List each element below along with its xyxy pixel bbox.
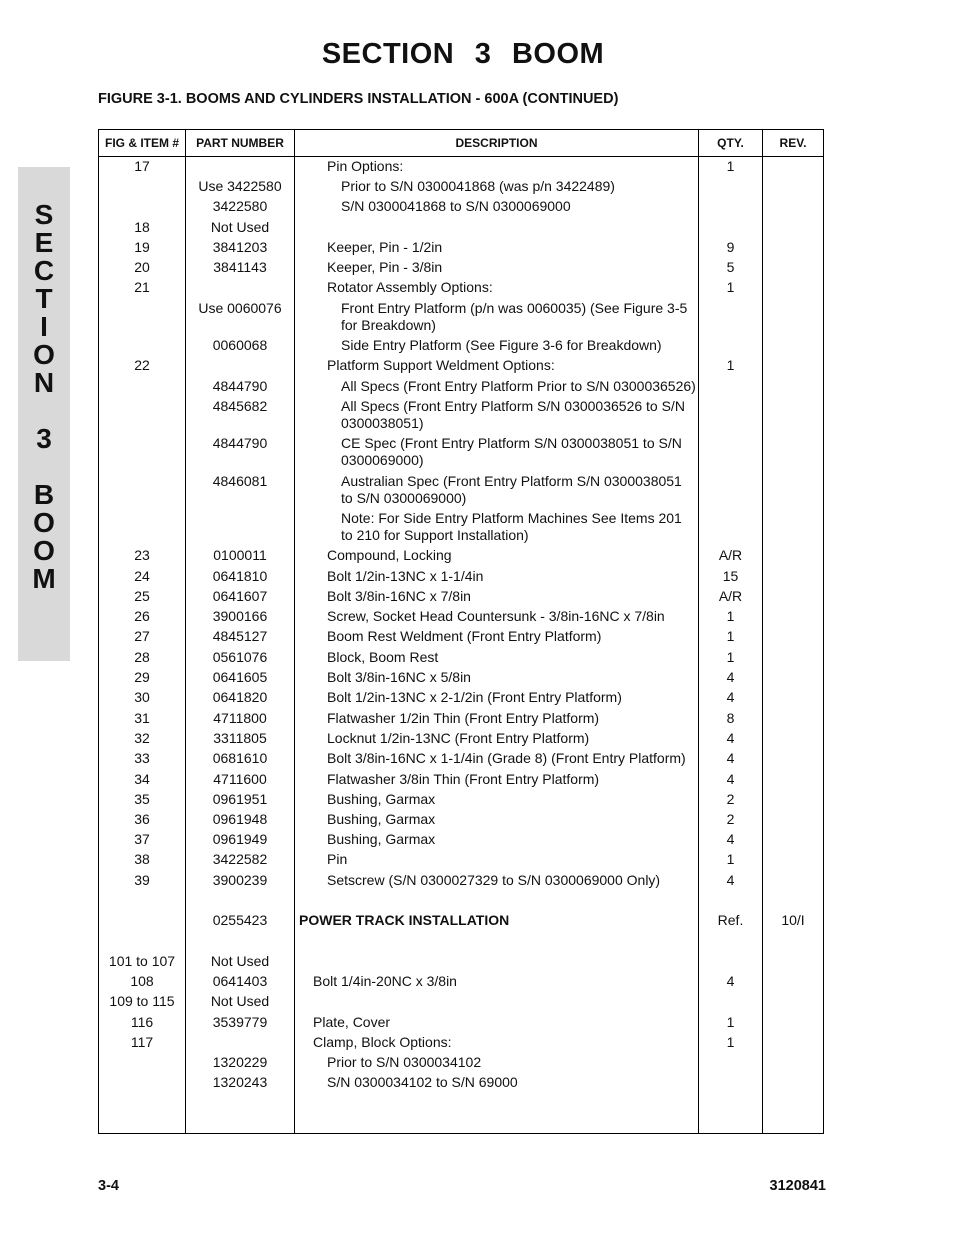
part-number-cell: 0100011 <box>213 547 267 563</box>
part-number-cell: 0681610 <box>212 750 268 766</box>
description-cell: CE Spec (Front Entry Platform S/N 0300038051 to S/N 0300069000) <box>341 435 682 468</box>
quantity-cell: 4 <box>726 730 735 746</box>
description-cell: Setscrew (S/N 0300027329 to S/N 0300069000 Only) <box>327 872 661 888</box>
part-number-cell: 4844790 <box>212 435 268 451</box>
figure-title: FIGURE 3-1. BOOMS AND CYLINDERS INSTALLATION - 600A (CONTINUED) <box>98 91 619 107</box>
description-cell: Bolt 1/4in-20NC x 3/8in <box>313 973 457 989</box>
description-cell: Keeper, Pin - 3/8in <box>327 259 443 275</box>
part-number-cell: 0641810 <box>212 568 268 584</box>
description-cell: Locknut 1/2in-13NC (Front Entry Platform) <box>327 730 590 746</box>
description-cell: Pin Options: <box>327 158 404 174</box>
quantity-cell: 2 <box>726 811 735 827</box>
description-cell: Block, Boom Rest <box>327 649 439 665</box>
quantity-cell: 4 <box>726 750 735 766</box>
item-number-cell: 30 <box>134 689 150 705</box>
description-cell: Bushing, Garmax <box>327 831 436 847</box>
item-number-cell: 32 <box>134 730 150 746</box>
item-number-cell: 27 <box>134 628 150 644</box>
item-number-cell: 21 <box>134 279 150 295</box>
part-number-cell: 0060068 <box>212 337 268 353</box>
item-number-cell: 31 <box>134 710 150 726</box>
part-number-cell: Not Used <box>210 993 270 1009</box>
part-number-cell: 4845127 <box>212 628 268 644</box>
item-number-cell: 108 <box>130 973 154 989</box>
description-cell: Bolt 1/2in-13NC x 2-1/2in (Front Entry Platform) <box>327 689 622 705</box>
header-qty: QTY. <box>717 136 744 150</box>
description-cell: All Specs (Front Entry Platform Prior to S/N 0300036526) <box>341 378 696 394</box>
item-number-cell: 24 <box>134 568 150 584</box>
header-divider <box>99 156 823 157</box>
item-number-cell: 39 <box>134 872 150 888</box>
description-cell: Flatwasher 3/8in Thin (Front Entry Platform) <box>327 771 600 787</box>
quantity-cell: 1 <box>726 851 735 867</box>
item-number-cell: 25 <box>134 588 150 604</box>
side-tab-letter: I <box>40 311 48 342</box>
item-number-cell: 19 <box>134 239 150 255</box>
item-number-cell: 26 <box>134 608 150 624</box>
part-number-cell: 0561076 <box>212 649 268 665</box>
revision-cell: 10/I <box>781 912 805 928</box>
description-cell: Bolt 1/2in-13NC x 1-1/4in <box>327 568 484 584</box>
side-tab-letter: T <box>35 283 53 314</box>
part-number-cell: 0641820 <box>212 689 268 705</box>
part-number-cell: 3841143 <box>213 259 267 275</box>
description-cell: Australian Spec (Front Entry Platform S/N 0300038051 to S/N 0300069000) <box>341 473 682 506</box>
quantity-cell: 15 <box>722 568 739 584</box>
column-divider <box>294 130 295 1133</box>
item-number-cell: 17 <box>134 158 150 174</box>
item-number-cell: 117 <box>130 1034 154 1050</box>
part-number-cell: 0961948 <box>212 811 268 827</box>
item-number-cell: 33 <box>134 750 150 766</box>
part-number-cell: 0641605 <box>212 669 268 685</box>
part-number-cell: 1320229 <box>212 1054 268 1070</box>
part-number-cell: 0961951 <box>212 791 268 807</box>
part-number-cell: 0255423 <box>212 912 268 928</box>
part-number-cell: 4844790 <box>212 378 268 394</box>
side-tab-letter: M <box>32 563 56 594</box>
item-number-cell: 22 <box>134 357 150 373</box>
description-cell: Bolt 3/8in-16NC x 5/8in <box>327 669 471 685</box>
item-number-cell: 23 <box>134 547 150 563</box>
part-number-cell: 1320243 <box>212 1074 268 1090</box>
side-tab-letter: O <box>33 339 55 370</box>
description-cell: Boom Rest Weldment (Front Entry Platform) <box>327 628 602 644</box>
description-cell: Keeper, Pin - 1/2in <box>327 239 443 255</box>
part-number-cell: Use 3422580 <box>198 178 282 194</box>
part-number-cell: 0961949 <box>212 831 268 847</box>
quantity-cell: 1 <box>726 649 735 665</box>
description-cell: Pin <box>327 851 348 867</box>
side-tab-letter: E <box>34 227 54 258</box>
part-number-cell: 3311805 <box>213 730 267 746</box>
item-number-cell: 36 <box>134 811 150 827</box>
side-tab-letter: B <box>33 479 55 510</box>
item-number-cell: 37 <box>134 831 150 847</box>
quantity-cell: 4 <box>726 689 735 705</box>
item-number-cell: 29 <box>134 669 150 685</box>
quantity-cell: 8 <box>726 710 735 726</box>
item-number-cell: 109 to 115 <box>109 993 175 1009</box>
side-tab-letter: C <box>33 255 55 286</box>
quantity-cell: Ref. <box>717 912 744 928</box>
part-number-cell: 3900239 <box>212 872 268 888</box>
description-cell: Bushing, Garmax <box>327 811 436 827</box>
quantity-cell: 4 <box>726 973 735 989</box>
side-tab-letter: N <box>33 367 55 398</box>
description-cell: S/N 0300034102 to S/N 69000 <box>327 1074 518 1090</box>
quantity-cell: 1 <box>726 279 735 295</box>
item-number-cell: 34 <box>134 771 150 787</box>
description-cell: Clamp, Block Options: <box>313 1034 452 1050</box>
part-number-cell: Use 0060076 <box>198 300 282 316</box>
description-cell: All Specs (Front Entry Platform S/N 0300036526 to S/N 0300038051) <box>341 398 685 431</box>
part-number-cell: 3539779 <box>212 1014 268 1030</box>
description-cell: Bolt 3/8in-16NC x 7/8in <box>327 588 471 604</box>
description-cell: Compound, Locking <box>327 547 452 563</box>
part-number-cell: 4711600 <box>213 771 267 787</box>
description-cell: Bolt 3/8in-16NC x 1-1/4in (Grade 8) (Front Entry Platform) <box>327 750 686 766</box>
part-number-cell: Not Used <box>210 953 270 969</box>
header-description: DESCRIPTION <box>455 136 538 150</box>
part-number-cell: 0641403 <box>212 973 268 989</box>
description-cell: Prior to S/N 0300034102 <box>327 1054 482 1070</box>
part-number-cell: 4711800 <box>213 710 267 726</box>
part-number-cell: 3422582 <box>212 851 268 867</box>
quantity-cell: A/R <box>718 547 743 563</box>
side-tab-letter: S <box>34 199 54 230</box>
quantity-cell: 4 <box>726 771 735 787</box>
part-number-cell: 3841203 <box>212 239 268 255</box>
quantity-cell: 4 <box>726 831 735 847</box>
description-cell: Platform Support Weldment Options: <box>327 357 555 373</box>
item-number-cell: 28 <box>134 649 150 665</box>
section-title: SECTION 3 BOOM <box>321 38 605 70</box>
header-fig-item: FIG & ITEM # <box>104 136 179 150</box>
description-cell: POWER TRACK INSTALLATION <box>299 912 510 928</box>
description-cell: Rotator Assembly Options: <box>327 279 493 295</box>
quantity-cell: 4 <box>726 872 735 888</box>
item-number-cell: 18 <box>134 219 150 235</box>
part-number-cell: 3900166 <box>212 608 268 624</box>
quantity-cell: 1 <box>726 158 735 174</box>
description-cell: Front Entry Platform (p/n was 0060035) (See Figure 3-5 for Breakdown) <box>341 300 688 333</box>
quantity-cell: 1 <box>726 608 735 624</box>
document-number: 3120841 <box>769 1178 826 1194</box>
quantity-cell: 9 <box>726 239 735 255</box>
page-number: 3-4 <box>98 1178 119 1194</box>
item-number-cell: 116 <box>130 1014 154 1030</box>
description-cell: Prior to S/N 0300041868 (was p/n 3422489) <box>341 178 615 194</box>
item-number-cell: 38 <box>134 851 150 867</box>
quantity-cell: 1 <box>726 1014 735 1030</box>
description-cell: S/N 0300041868 to S/N 0300069000 <box>341 198 571 214</box>
part-number-cell: 3422580 <box>212 198 268 214</box>
description-cell: Plate, Cover <box>313 1014 391 1030</box>
side-tab-letter: O <box>33 535 55 566</box>
section-side-tab <box>18 167 70 661</box>
description-cell: Flatwasher 1/2in Thin (Front Entry Platform) <box>327 710 600 726</box>
quantity-cell: 4 <box>726 669 735 685</box>
description-cell: Note: For Side Entry Platform Machines See Items 201 to 210 for Support Installation) <box>341 510 682 543</box>
side-tab-letter: 3 <box>36 423 52 454</box>
header-part-number: PART NUMBER <box>196 136 284 150</box>
quantity-cell: 1 <box>726 357 735 373</box>
description-cell: Side Entry Platform (See Figure 3-6 for Breakdown) <box>341 337 662 353</box>
part-number-cell: Not Used <box>210 219 270 235</box>
quantity-cell: 1 <box>726 628 735 644</box>
parts-table <box>98 129 824 1134</box>
header-rev: REV. <box>779 136 807 150</box>
quantity-cell: 1 <box>726 1034 735 1050</box>
part-number-cell: 4845682 <box>212 398 268 414</box>
side-tab-letter: O <box>33 507 55 538</box>
quantity-cell: 5 <box>726 259 735 275</box>
part-number-cell: 4846081 <box>212 473 268 489</box>
description-cell: Screw, Socket Head Countersunk - 3/8in-16NC x 7/8in <box>327 608 665 624</box>
item-number-cell: 35 <box>134 791 150 807</box>
column-divider <box>762 130 763 1133</box>
item-number-cell: 20 <box>134 259 150 275</box>
item-number-cell: 101 to 107 <box>108 953 176 969</box>
description-cell: Bushing, Garmax <box>327 791 436 807</box>
quantity-cell: A/R <box>718 588 743 604</box>
quantity-cell: 2 <box>726 791 735 807</box>
part-number-cell: 0641607 <box>212 588 268 604</box>
